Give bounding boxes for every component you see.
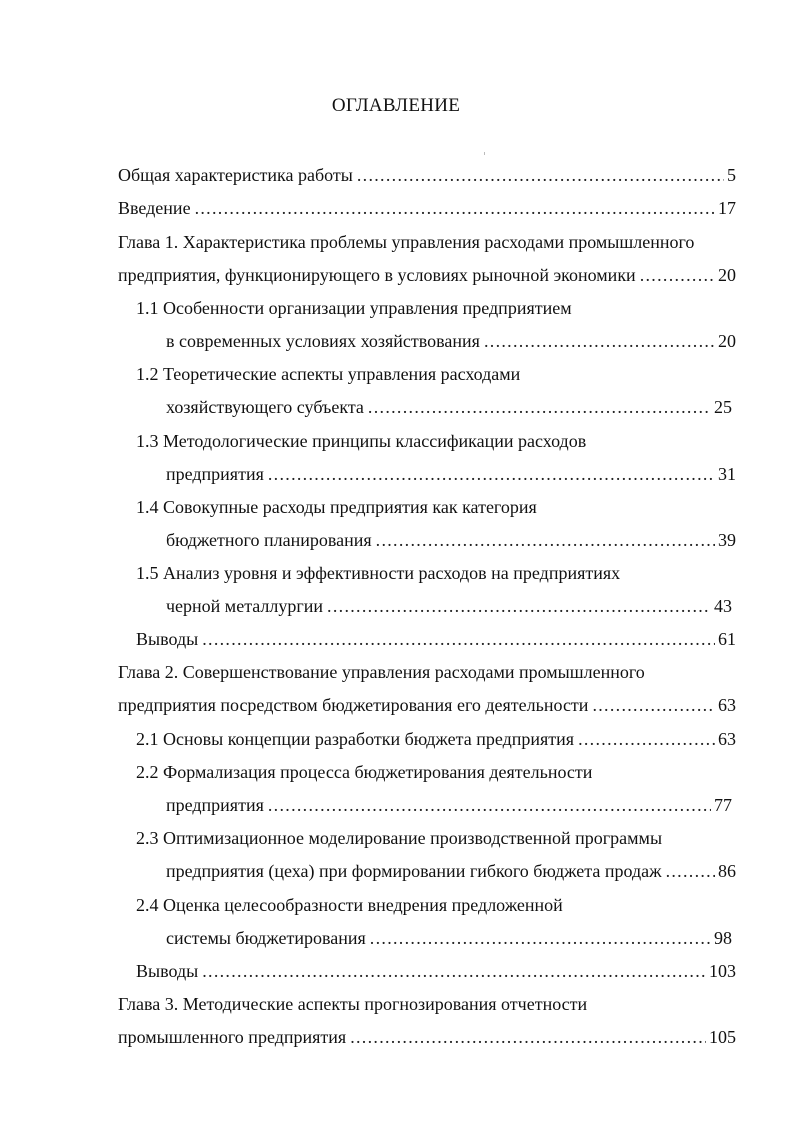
toc-entry-text: 1.2 Теоретические аспекты управления расходами (136, 364, 521, 384)
toc-entry-text: предприятия, функционирующего в условиях рыночной экономики (118, 265, 636, 285)
toc-entry-text: в современных условиях хозяйствования (166, 331, 480, 351)
dot-leader (195, 197, 715, 219)
toc-entry-1-1-line1[interactable] (136, 297, 736, 319)
toc-page-number: 17 (718, 198, 736, 218)
toc-entry-text: предприятия (166, 795, 264, 815)
toc-page-number: 39 (718, 530, 736, 550)
toc-entry-text: 1.3 Методологические принципы классификации расходов (136, 431, 587, 451)
toc-entry-2-1[interactable] (136, 728, 736, 750)
toc-entry-text: предприятия посредством бюджетирования его деятельности (118, 695, 589, 715)
page-title: ОГЛАВЛЕНИЕ (331, 95, 461, 116)
dot-leader (376, 529, 715, 551)
toc-page-number: 63 (718, 695, 736, 715)
toc-page-number: 20 (718, 331, 736, 351)
toc-entry-1-2-line1[interactable] (136, 363, 736, 385)
toc-page-number: 63 (718, 729, 736, 749)
toc-entry-1-4-line1[interactable] (136, 496, 736, 518)
dot-leader (592, 694, 715, 716)
dot-leader (327, 595, 711, 617)
toc-entry-text: системы бюджетирования (166, 928, 366, 948)
toc-entry-text: Глава 2. Совершенствование управления расходами промышленного (118, 662, 645, 682)
toc-entry-conclusions-2[interactable] (136, 960, 736, 982)
dot-leader (268, 794, 711, 816)
toc-page-number: 5 (727, 165, 736, 185)
toc-entry-general[interactable] (118, 164, 736, 186)
toc-page-number: 86 (718, 861, 736, 881)
dot-leader (202, 960, 706, 982)
toc-entry-introduction[interactable] (118, 197, 736, 219)
toc-entry-2-2-line1[interactable] (136, 761, 736, 783)
toc-entry-chapter-1-line1[interactable] (118, 231, 740, 253)
toc-page-number: 98 (714, 928, 732, 948)
toc-page-number: 103 (709, 961, 736, 981)
toc-entry-text: предприятия (цеха) при формировании гибкого бюджета продаж (166, 861, 662, 881)
toc-entry-1-3-line2[interactable] (166, 463, 736, 485)
toc-entry-text: 2.4 Оценка целесообразности внедрения предложенной (136, 895, 563, 915)
toc-entry-text: 1.1 Особенности организации управления предприятием (136, 298, 572, 318)
toc-entry-conclusions-1[interactable] (136, 628, 736, 650)
dot-leader (357, 164, 724, 186)
toc-entry-chapter-2-line2[interactable] (118, 694, 736, 716)
toc-entry-1-5-line1[interactable] (136, 562, 736, 584)
toc-entry-chapter-3-line2[interactable] (118, 1026, 736, 1048)
toc-entry-2-4-line2[interactable] (166, 927, 732, 949)
dot-leader (666, 860, 715, 882)
toc-page-number: 77 (714, 795, 732, 815)
toc-page-number: 43 (714, 596, 732, 616)
toc-entry-text: 2.3 Оптимизационное моделирование производственной программы (136, 828, 663, 848)
toc-page-number: 25 (714, 397, 732, 417)
toc-entry-1-4-line2[interactable] (166, 529, 736, 551)
toc-entry-text: Глава 1. Характеристика проблемы управления расходами промышленного (118, 232, 695, 252)
dot-leader (578, 728, 715, 750)
toc-entry-1-3-line1[interactable] (136, 430, 736, 452)
toc-entry-text: Выводы (136, 629, 199, 649)
toc-entry-chapter-3-line1[interactable] (118, 993, 736, 1015)
toc-entry-1-1-line2[interactable] (166, 330, 736, 352)
toc-entry-text: черной металлургии (166, 596, 324, 616)
toc-entry-chapter-2-line1[interactable] (118, 661, 736, 683)
dot-leader (484, 330, 715, 352)
dot-leader (350, 1026, 706, 1048)
dot-leader (268, 463, 715, 485)
toc-entry-text: 1.5 Анализ уровня и эффективности расходов на предприятиях (136, 563, 621, 583)
toc-page-number: 31 (718, 464, 736, 484)
toc-entry-text: бюджетного планирования (166, 530, 372, 550)
toc-entry-text: предприятия (166, 464, 264, 484)
toc-entry-text: Общая характеристика работы (118, 165, 353, 185)
toc-page-number: 20 (718, 265, 736, 285)
toc-entry-text: Глава 3. Методические аспекты прогнозирования отчетности (118, 994, 588, 1014)
toc-entry-chapter-1-line2[interactable] (118, 264, 736, 286)
dot-leader (202, 628, 715, 650)
toc-entry-1-5-line2[interactable] (166, 595, 732, 617)
toc-entry-text: хозяйствующего субъекта (166, 397, 364, 417)
dot-leader (368, 396, 711, 418)
toc-entry-text: промышленного предприятия (118, 1027, 347, 1047)
toc-entry-text: 2.2 Формализация процесса бюджетирования деятельности (136, 762, 593, 782)
toc-page-number: 105 (709, 1027, 736, 1047)
toc-entry-text: 1.4 Совокупные расходы предприятия как категория (136, 497, 537, 517)
toc-entry-2-3-line2[interactable] (166, 860, 736, 882)
toc-entry-text: 2.1 Основы концепции разработки бюджета предприятия (136, 729, 575, 749)
toc-page-number: 61 (718, 629, 736, 649)
toc-entry-2-2-line2[interactable] (166, 794, 732, 816)
dot-leader (370, 927, 711, 949)
toc-entry-2-4-line1[interactable] (136, 894, 736, 916)
dot-leader (640, 264, 715, 286)
toc-entry-text: Выводы (136, 961, 199, 981)
toc-entry-2-3-line1[interactable] (136, 827, 740, 849)
toc-entry-text: Введение (118, 198, 191, 218)
toc-entry-1-2-line2[interactable] (166, 396, 732, 418)
